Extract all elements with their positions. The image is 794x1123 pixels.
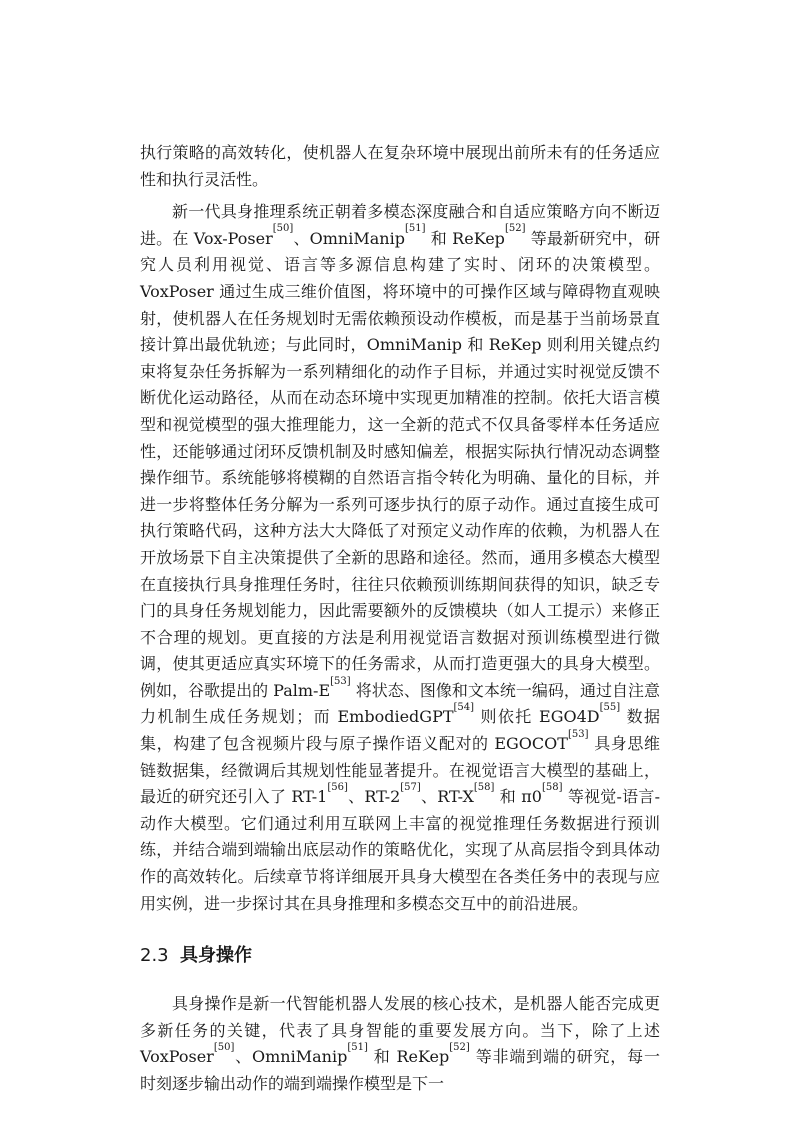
paragraph-text: 执行策略的高效转化，使机器人在复杂环境中展现出前所未有的任务适应性和执行灵活性。 (140, 143, 660, 189)
paragraph-text: 则依托 EGO4D (474, 707, 600, 727)
citation: [53] (330, 675, 351, 687)
paragraph-text: 和 ReKep (367, 1047, 450, 1067)
paragraph-text: 等视觉-语言-动作大模型。它们通过利用互联网上丰富的视觉推理任务数据进行预训练，并结合端到端输出底层动作的策略优化，实现了从高层指令到具体动作的高效转化。后续章节将详细展开具身大模型在各类任务中的表现与应用实例，进一步探讨其在具身推理和多模态交互中的前沿进展。 (140, 787, 660, 913)
paragraph-text: 和 π0 (494, 787, 542, 807)
citation: [50] (213, 1042, 235, 1054)
paragraph-text: 和 ReKep (425, 228, 505, 248)
paragraph-text: 将状态、图像和文本统一编码，通过自注意力机制生成任务规划；而 EmbodiedGPT (140, 680, 660, 727)
citation: [54] (453, 702, 475, 714)
citation: [53] (567, 728, 589, 740)
citation: [52] (504, 223, 526, 235)
page-content (140, 140, 660, 1098)
citation: [58] (473, 781, 495, 793)
paragraph-text: 数据集，构建了包含视频片段与原子操作语义配对的 EGOCOT (140, 707, 660, 754)
paragraph-text: 具身思维链数据集，经微调后其规划性能显著提升。在视觉语言大模型的基础上，最近的研究还引入了 RT-1 (140, 734, 660, 807)
paragraph-text: 新一代具身推理系统正朝着多模态深度融合和自适应策略方向不断迈进。在 Vox-Poser (140, 202, 660, 248)
citation: [52] (449, 1042, 470, 1054)
citation: [51] (347, 1042, 368, 1054)
citation: [51] (404, 223, 426, 235)
section-heading (140, 943, 660, 969)
paragraph-text: 、OmniManip (293, 228, 405, 248)
section-number: 2.3 (140, 945, 169, 967)
paragraph-text: 、RT-2 (347, 787, 401, 807)
paragraph-text: 、RT-X (420, 787, 474, 807)
paragraph-continuation (140, 140, 660, 193)
citation: [57] (400, 781, 421, 793)
paragraph-embodied-reasoning (140, 199, 660, 917)
paragraph-text: 等非端到端的研究，每一时刻逐步输出动作的端到端操作模型是下一 (140, 1047, 660, 1093)
section-title: 具身操作 (180, 945, 252, 967)
citation: [58] (541, 781, 563, 793)
paragraph-embodied-manipulation (140, 991, 660, 1097)
paragraph-text: 等最新研究中，研究人员利用视觉、语言等多源信息构建了实时、闭环的决策模型。VoxPoser 通过生成三维价值图，将环境中的可操作区域与障碍物直观映射，使机器人在任务规划时无需依赖预设动作模板，而是基于当前场景直接计算出最优轨迹；与此同时，OmniManip 和 ReKep 则利用关键点约束将复杂任务拆解为一系列精细化的动作子目标，并通过实时视觉反馈不断优化运动路径，从而在动态环境中实现更加精准的控制。依托大语言模型和视觉模型的强大推理能力，这一全新的范式不仅具备零样本任务适应性，还能够通过闭环反馈机制及时感知偏差，根据实际执行情况动态调整操作细节。系统能够将模糊的自然语言指令转化为明确、量化的目标，并进一步将整体任务分解为一系列可逐步执行的原子动作。通过直接生成可执行策略代码，这种方法大大降低了对预定义动作库的依赖，为机器人在开放场景下自主决策提供了全新的思路和途径。然而，通用多模态大模型在直接执行具身推理任务时，往往只依赖预训练期间获得的知识，缺乏专门的具身任务规划能力，因此需要额外的反馈模块（如人工提示）来修正不合理的规划。更直接的方法是利用视觉语言数据对预训练模型进行微调，使其更适应真实环境下的任务需求，从而打造更强大的具身大模型。例如，谷歌提出的 Palm-E (140, 228, 660, 700)
citation: [55] (599, 702, 621, 714)
paragraph-text: 、OmniManip (234, 1047, 348, 1067)
paragraph-text: 具身操作是新一代智能机器人发展的核心技术，是机器人能否完成更多新任务的关键，代表了具身智能的重要发展方向。当下，除了上述 VoxPoser (140, 994, 660, 1067)
citation: [50] (272, 223, 294, 235)
citation: [56] (327, 781, 348, 793)
